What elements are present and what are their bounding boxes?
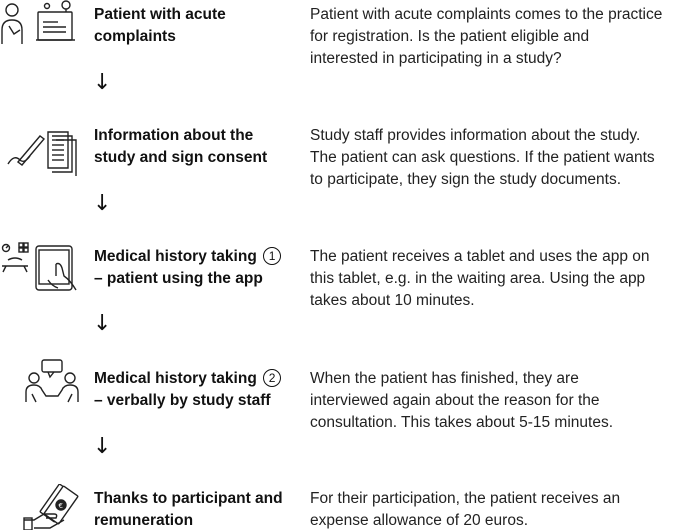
money-hand-icon	[22, 484, 82, 530]
flow-arrow-4: ↓	[93, 434, 112, 459]
step-number-2-badge: 2	[263, 369, 281, 387]
step-2-title: Information about the study and sign consent	[94, 127, 268, 166]
tablet-app-icon	[0, 240, 84, 294]
step-5-title: Thanks to participant and remuneration	[94, 490, 283, 529]
svg-text:€: €	[58, 502, 63, 510]
flow-arrow-3: ↓	[93, 311, 112, 336]
flow-arrow-1: ↓	[93, 70, 112, 95]
step-number-1-badge: 1	[263, 247, 281, 265]
step-5-description: For their participation, the patient receives an expense allowance of 20 euros.	[310, 490, 621, 529]
step-3-title: Medical history taking 1 – patient using the app	[94, 246, 304, 290]
sign-documents-icon	[4, 128, 80, 176]
step-2-description: Study staff provides information about the study. The patient can ask questions. If the patient wants to participate, they sign the study documents.	[310, 127, 655, 188]
step-1-description: Patient with acute complaints comes to the practice for registration. Is the patient eligible and interested in participating in a study?	[310, 6, 663, 67]
patient-reception-icon	[0, 0, 80, 50]
step-3-description: The patient receives a tablet and uses the app on this tablet, e.g. in the waiting area. Using the app takes about 10 minutes.	[310, 248, 650, 309]
step-4-title: Medical history taking 2 – verbally by study staff	[94, 368, 304, 412]
step-1-title: Patient with acute complaints	[94, 6, 226, 45]
conversation-icon	[24, 358, 80, 406]
step-4-description: When the patient has finished, they are interviewed again about the reason for the consultation. This takes about 5-15 minutes.	[310, 370, 613, 431]
flow-arrow-2: ↓	[93, 191, 112, 216]
